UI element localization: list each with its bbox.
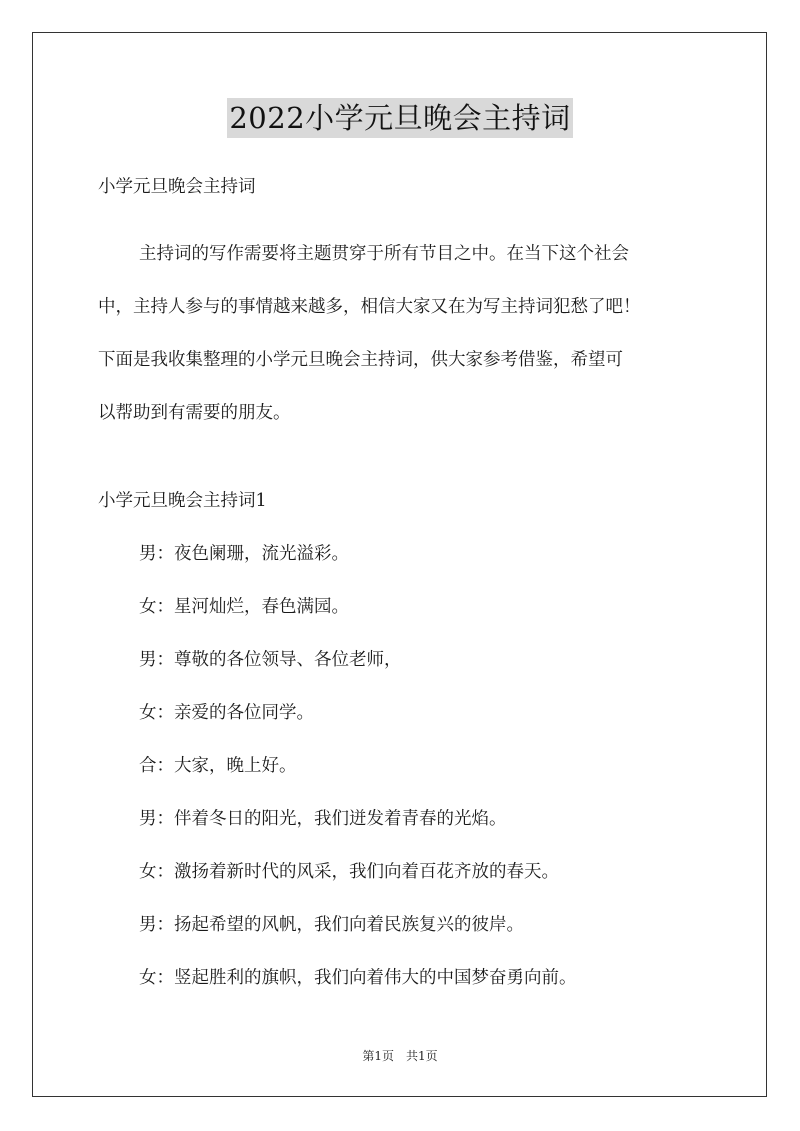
dialogue-line: 男：伴着冬日的阳光，我们迸发着青春的光焰。 [139, 809, 507, 829]
intro-paragraph [98, 228, 698, 440]
intro-line: 下面是我收集整理的小学元旦晚会主持词，供大家参考借鉴，希望可 [98, 350, 623, 370]
section-heading: 小学元旦晚会主持词1 [98, 491, 267, 511]
dialogue-line: 男：夜色阑珊，流光溢彩。 [139, 544, 349, 564]
dialogue-line: 合：大家，晚上好。 [139, 756, 297, 776]
dialogue-line: 女：星河灿烂，春色满园。 [139, 597, 349, 617]
dialogue-line: 女：激扬着新时代的风采，我们向着百花齐放的春天。 [139, 862, 559, 882]
dialogue-line: 男：扬起希望的风帆，我们向着民族复兴的彼岸。 [139, 915, 524, 935]
dialogue-line: 女：亲爱的各位同学。 [139, 703, 314, 723]
document-title: 2022小学元旦晚会主持词 [227, 98, 572, 138]
subtitle: 小学元旦晚会主持词 [98, 177, 256, 197]
intro-line: 主持词的写作需要将主题贯穿于所有节目之中。在当下这个社会 [139, 244, 629, 264]
dialogue-line: 女：竖起胜利的旗帜，我们向着伟大的中国梦奋勇向前。 [139, 968, 577, 988]
page-footer: 第1页 共1页 [362, 1049, 438, 1063]
dialogue-line: 男：尊敬的各位领导、各位老师， [139, 650, 402, 670]
intro-line: 以帮助到有需要的朋友。 [98, 403, 291, 423]
intro-line: 中，主持人参与的事情越来越多，相信大家又在为写主持词犯愁了吧！ [98, 297, 641, 317]
title-container [0, 98, 800, 138]
